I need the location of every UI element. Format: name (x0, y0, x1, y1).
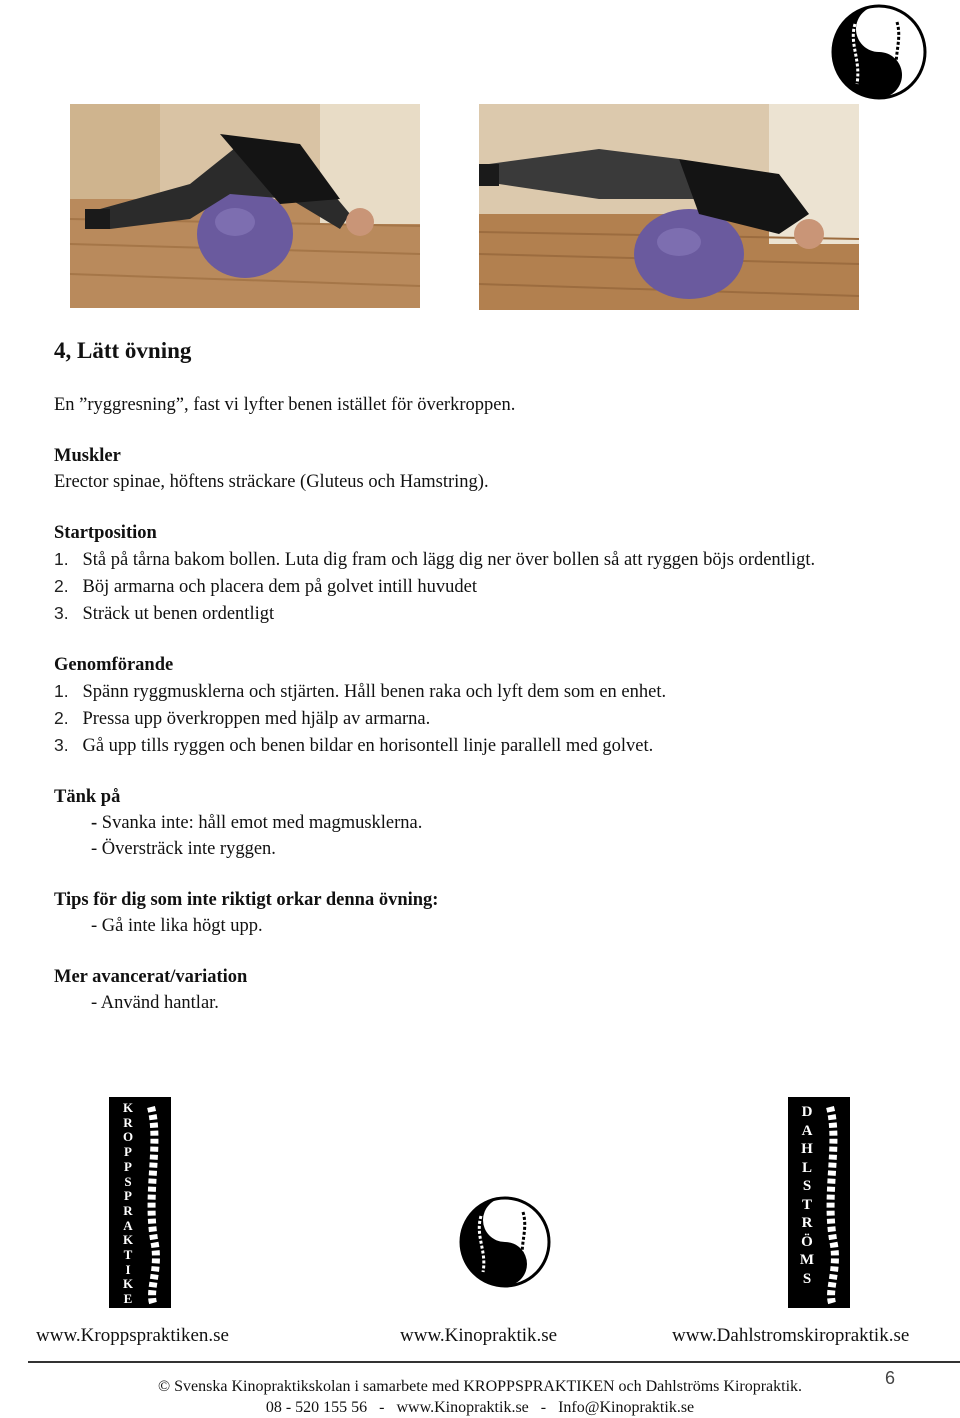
logo-letter: D (801, 1104, 813, 1120)
url-kroppspraktiken[interactable]: www.Kroppspraktiken.se (36, 1325, 229, 1346)
muscles-heading: Muskler (54, 446, 121, 466)
advanced-item: - Använd hantlar. (91, 993, 219, 1013)
spine-icon (139, 1105, 169, 1305)
logo-letter: A (801, 1122, 813, 1139)
logo-letter: N (123, 1305, 133, 1321)
logo-letter: R (123, 1114, 133, 1130)
yin-yang-spine-icon (831, 4, 927, 100)
logo-letter: E (123, 1291, 133, 1307)
perform-step: 3. Gå upp tills ryggen och benen bildar en horisontell linje parallell med golvet. (54, 735, 654, 756)
exercise-photo-start-position (70, 104, 420, 308)
logo-letter: T (801, 1196, 812, 1213)
perform-step: 1. Spänn ryggmusklerna och stjärten. Håll benen raka och lyft dem som en enhet. (54, 681, 667, 702)
perform-step: 2. Pressa upp överkroppen med hjälp av armarna. (54, 708, 431, 729)
logo-letter: R (801, 1215, 813, 1231)
url-kinopraktik[interactable]: www.Kinopraktik.se (400, 1325, 558, 1346)
dahlstroms-logo (788, 1097, 850, 1308)
tips-heading: Tips för dig som inte riktigt orkar denna övning: (54, 890, 439, 910)
logo-letter: H (801, 1141, 813, 1157)
url-dahlstromskiropraktik[interactable]: www.Dahlstromskiropraktik.se (672, 1325, 910, 1346)
start-step: 1. Stå på tårna bakom bollen. Luta dig fram och lägg dig ner över bollen så att ryggen böjs ordentligt. (54, 549, 816, 570)
footer-divider (28, 1361, 960, 1363)
intro-text: En ”ryggresning”, fast vi lyfter benen istället för överkroppen. (54, 395, 516, 415)
exercise-photo-lifted-legs (479, 104, 859, 310)
logo-letter: K (122, 1232, 134, 1248)
exercise-title: 4, Lätt övning (54, 338, 192, 363)
advanced-heading: Mer avancerat/variation (54, 967, 248, 987)
logo-letter: M (799, 1252, 815, 1268)
footer (0, 1376, 960, 1418)
logo-letter: K (122, 1276, 134, 1292)
dahlstroms-logo-letters (796, 1103, 818, 1288)
kroppspraktiken-logo (109, 1097, 171, 1321)
logo-letter: P (124, 1158, 132, 1174)
spine-icon (818, 1105, 848, 1305)
logo-letter: T (123, 1247, 133, 1263)
logo-letter: O (122, 1129, 134, 1145)
logo-letter: K (122, 1100, 134, 1115)
think-item: - Översträck inte ryggen. (91, 839, 276, 859)
page-number: 6 (885, 1368, 896, 1388)
yin-yang-logo-bottom (459, 1196, 551, 1288)
think-heading: Tänk på (54, 787, 121, 807)
start-step: 2. Böj armarna och placera dem på golvet intill huvudet (54, 576, 478, 597)
yin-yang-logo-top (831, 4, 927, 100)
logo-letter: L (801, 1159, 812, 1176)
logo-letter: A (123, 1217, 133, 1233)
logo-letter: R (123, 1202, 133, 1218)
logo-letter: S (124, 1173, 132, 1189)
tips-item: - Gå inte lika högt upp. (91, 916, 263, 936)
yin-yang-spine-icon (459, 1196, 551, 1288)
logo-letter: P (124, 1188, 132, 1204)
think-item: - Svanka inte: håll emot med magmusklerna. (91, 813, 423, 833)
logo-letter: Ö (801, 1233, 813, 1250)
footer-copyright: © Svenska Kinopraktikskolan i samarbete med KROPPSPRAKTIKEN och Dahlströms Kiropraktik. (157, 1378, 803, 1395)
start-step: 3. Sträck ut benen ordentligt (54, 603, 275, 624)
footer-contact: 08 - 520 155 56 - www.Kinopraktik.se - Info@Kinopraktik.se (265, 1399, 695, 1416)
start-heading: Startposition (54, 523, 157, 543)
logo-letter: S (802, 1270, 812, 1287)
perform-heading: Genomförande (54, 655, 174, 675)
muscles-text: Erector spinae, höftens sträckare (Gluteus och Hamstring). (54, 472, 489, 492)
logo-letter: I (125, 1261, 131, 1277)
logo-letter: S (802, 1178, 812, 1194)
exercise-body (54, 392, 815, 1016)
logo-letter: P (124, 1144, 132, 1160)
kroppspraktiken-logo-letters (117, 1101, 139, 1322)
